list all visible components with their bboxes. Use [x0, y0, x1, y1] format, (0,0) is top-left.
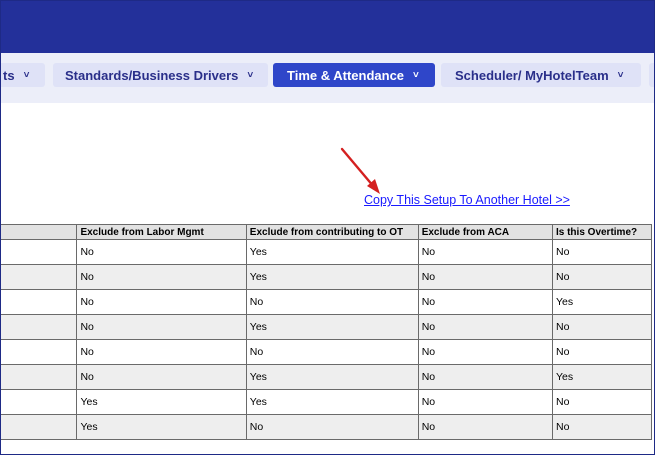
nav-item-label: Standards/Business Drivers: [65, 67, 239, 83]
table-cell: Yes: [77, 390, 246, 415]
table-cell: No: [418, 240, 552, 265]
table-cell: Yes: [77, 415, 246, 440]
table-cell: No: [418, 265, 552, 290]
nav-item-label: ts: [3, 67, 15, 83]
table-cell: No: [77, 315, 246, 340]
chevron-down-icon: ˅: [23, 69, 30, 81]
table-cell: Yes: [246, 265, 418, 290]
table-header-row: [0, 225, 652, 240]
table-row: [0, 390, 652, 415]
chevron-down-icon: ˅: [247, 69, 254, 81]
table-row: [0, 415, 652, 440]
table-cell: [0, 290, 77, 315]
red-arrow-icon: [336, 145, 386, 197]
table-cell: No: [552, 315, 651, 340]
table-cell: [0, 240, 77, 265]
table-cell: Yes: [246, 240, 418, 265]
table-cell: No: [552, 390, 651, 415]
table-cell: [0, 265, 77, 290]
table-row: [0, 315, 652, 340]
nav-item-scheduler-myhotelteam[interactable]: [441, 63, 641, 87]
pay-code-settings-table: [0, 224, 652, 440]
table-cell: No: [552, 265, 651, 290]
main-navigation: [1, 53, 655, 103]
table-cell: Yes: [246, 315, 418, 340]
table-cell: No: [246, 340, 418, 365]
table-cell: No: [418, 415, 552, 440]
table-cell: [0, 390, 77, 415]
nav-item-time-attendance[interactable]: [273, 63, 435, 87]
table-cell: No: [77, 365, 246, 390]
table-cell: [0, 340, 77, 365]
table-cell: [0, 415, 77, 440]
column-header-exclude-ot: Exclude from contributing to OT: [246, 225, 418, 240]
table-cell: No: [552, 340, 651, 365]
nav-item-label: Scheduler/ MyHotelTeam: [455, 67, 609, 83]
table-cell: No: [418, 365, 552, 390]
table-cell: No: [418, 390, 552, 415]
table-row: [0, 240, 652, 265]
nav-item-next-partial[interactable]: [649, 63, 655, 87]
column-header: [0, 225, 77, 240]
table-row: [0, 265, 652, 290]
copy-setup-link[interactable]: Copy This Setup To Another Hotel >>: [364, 193, 570, 207]
table-cell: No: [418, 315, 552, 340]
table-cell: No: [418, 290, 552, 315]
table-cell: Yes: [552, 365, 651, 390]
table-cell: Yes: [246, 390, 418, 415]
table-cell: No: [246, 415, 418, 440]
table-row: [0, 290, 652, 315]
table-cell: No: [77, 265, 246, 290]
table-cell: No: [77, 240, 246, 265]
table-cell: No: [77, 340, 246, 365]
column-header-is-overtime: Is this Overtime?: [552, 225, 651, 240]
table-cell: Yes: [246, 365, 418, 390]
chevron-down-icon: ˅: [617, 69, 624, 81]
table-cell: No: [552, 240, 651, 265]
table-cell: No: [246, 290, 418, 315]
nav-item-partial[interactable]: [0, 63, 45, 87]
table-row: [0, 340, 652, 365]
nav-item-label: Time & Attendance: [287, 67, 405, 83]
table-row: [0, 365, 652, 390]
table-cell: [0, 315, 77, 340]
chevron-down-icon: ˅: [413, 69, 419, 81]
table-cell: No: [552, 415, 651, 440]
table-cell: Yes: [552, 290, 651, 315]
top-header-bar: [1, 1, 655, 53]
table-cell: [0, 365, 77, 390]
column-header-exclude-labor-mgmt: Exclude from Labor Mgmt: [77, 225, 246, 240]
table-cell: No: [418, 340, 552, 365]
table-cell: No: [77, 290, 246, 315]
column-header-exclude-aca: Exclude from ACA: [418, 225, 552, 240]
nav-item-standards-business-drivers[interactable]: [53, 63, 268, 87]
